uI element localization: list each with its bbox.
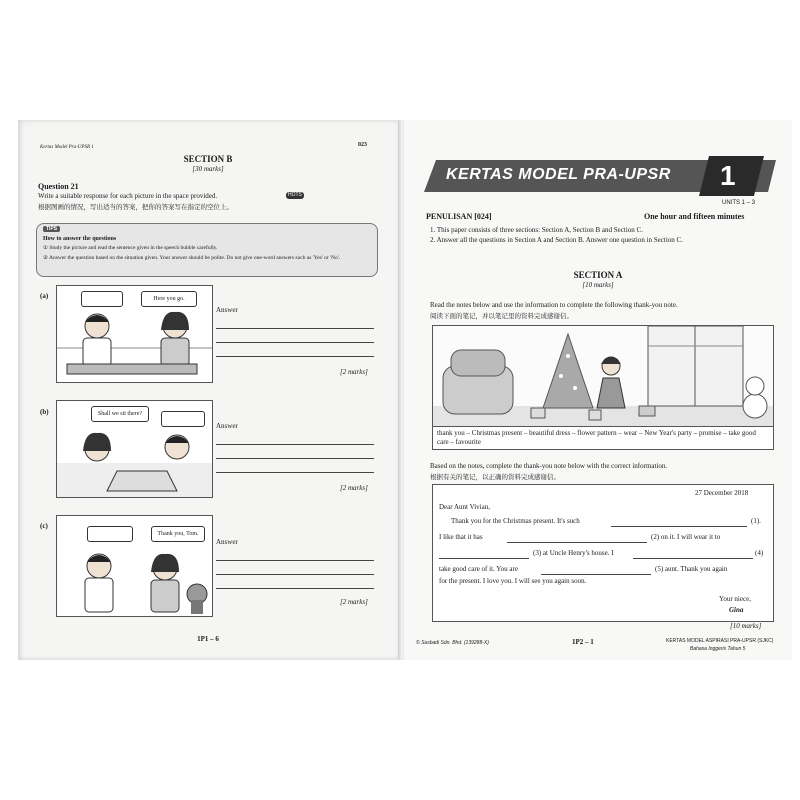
blank-5-text: (5) aunt. Thank you again (655, 565, 728, 573)
tips-label: TIPS (43, 226, 60, 232)
section-a-instruction-2: Based on the notes, complete the thank-you note below with the correct information. (430, 462, 668, 470)
right-page (404, 120, 792, 660)
item-b-speech-bubble: Shall we sit there? (91, 406, 149, 422)
left-page-code: 023 (358, 142, 367, 148)
blank-5-line[interactable] (541, 574, 651, 575)
blank-2-line[interactable] (507, 542, 647, 543)
item-c-answer-line-3[interactable] (216, 588, 374, 589)
left-page (18, 120, 398, 660)
item-c-blank-bubble (87, 526, 133, 542)
question-instruction: Write a suitable response for each picture in the space provided. (38, 192, 218, 200)
question-21-label: Question 21 (38, 182, 79, 191)
tips-step-2: ② Answer the question based on the situation given. Your answer should be polite. Do not give one-word answers such as 'Yes' or 'No'. (43, 255, 341, 261)
item-a-blank-bubble (81, 291, 123, 307)
banner-title: KERTAS MODEL PRA-UPSR (446, 166, 671, 183)
item-a-answer-line-3[interactable] (216, 356, 374, 357)
tips-heading: How to answer the questions (43, 236, 117, 242)
item-a-picture (56, 285, 213, 383)
item-a-answer-line-2[interactable] (216, 342, 374, 343)
letter-line-5: for the present. I love you. I will see you again soon. (439, 577, 587, 585)
question-instruction-cn: 根据图画的情况，写出适当的答案，把你的答案写在指定的空位上。 (38, 204, 233, 211)
notes-box: thank you – Christmas present – beautiful dress – flower pattern – wear – New Year's party – promise – take good care – favourite (432, 426, 774, 450)
item-b-answer-line-1[interactable] (216, 444, 374, 445)
christmas-scene-picture (432, 325, 774, 427)
paper-rule-2: 2. Answer all the questions in Section A and Section B. Answer one question in Section C. (430, 236, 683, 244)
item-b-answer-line-3[interactable] (216, 472, 374, 473)
item-a-label: (a) (40, 292, 49, 300)
left-footer-page: 1P1 – 6 (197, 635, 219, 643)
units-label: UNITS 1 – 3 (722, 200, 756, 206)
section-a-instruction: Read the notes below and use the information to complete the following thank-you note. (430, 301, 678, 309)
section-a-instruction-2-cn: 根据有关的笔记，以正确的资料完成感谢信。 (430, 474, 560, 481)
blank-4-number: (4) (755, 549, 764, 557)
letter-closing: Your niece, (719, 595, 751, 603)
right-footer-copyright: © Sasbadi Sdn. Bhd. (139288-X) (416, 640, 489, 646)
letter-line-2: I like that it has (439, 533, 483, 541)
item-c-answer-line-1[interactable] (216, 560, 374, 561)
paper-rule-1: 1. This paper consists of three sections: Section A, Section B and Section C. (430, 226, 643, 234)
tips-step-1: ① Study the picture and read the sentence given in the speech bubble carefully. (43, 245, 218, 251)
item-c-speech-bubble: Thank you, Tom. (151, 526, 205, 542)
letter-line-1: Thank you for the Christmas present. It's such (451, 517, 580, 525)
item-a-answer-line-1[interactable] (216, 328, 374, 329)
right-footer-subject: Bahasa Inggeris Tahun 5 (690, 646, 746, 652)
item-c-marks: [2 marks] (340, 598, 368, 606)
tips-box (36, 223, 378, 277)
banner-number: 1 (720, 160, 736, 191)
item-c-picture (56, 515, 213, 617)
section-a-total-marks: [10 marks] (730, 622, 762, 630)
item-c-label: (c) (40, 522, 48, 530)
blank-1-number: (1). (751, 517, 761, 525)
paper-duration: One hour and fifteen minutes (644, 212, 745, 221)
item-a-answer-label: Answer (216, 306, 238, 314)
paper-code: PENULISAN [024] (426, 212, 492, 221)
item-b-blank-bubble (161, 411, 205, 427)
letter-greeting: Dear Aunt Vivian, (439, 503, 490, 511)
blank-4-line[interactable] (633, 558, 753, 559)
item-c-answer-label: Answer (216, 538, 238, 546)
blank-3-text: (3) at Uncle Henry's house. I (533, 549, 614, 557)
paper-banner (424, 156, 776, 196)
section-a-marks: [10 marks] (582, 281, 614, 289)
section-b-title: SECTION B (183, 154, 233, 164)
item-b-answer-label: Answer (216, 422, 238, 430)
item-b-picture (56, 400, 213, 498)
letter-line-4: take good care of it. You are (439, 565, 518, 573)
item-b-answer-line-2[interactable] (216, 458, 374, 459)
thank-you-note-box (432, 484, 774, 622)
hots-badge: HOTS (288, 192, 302, 198)
item-c-answer-line-2[interactable] (216, 574, 374, 575)
left-header-title: Kertas Model Pra-UPSR 1 (40, 145, 94, 150)
letter-date: 27 December 2018 (695, 489, 749, 497)
right-footer-series: KERTAS MODEL ASPIRASI PRA-UPSR (SJKC) (666, 638, 774, 644)
item-a-speech-bubble: Here you go. (141, 291, 197, 307)
blank-3-line[interactable] (439, 558, 529, 559)
section-a-title: SECTION A (573, 270, 623, 280)
blank-1-line[interactable] (611, 526, 747, 527)
item-b-marks: [2 marks] (340, 484, 368, 492)
item-b-label: (b) (40, 408, 49, 416)
section-a-instruction-cn: 阅读下面的笔记，并以笔记里的资料完成感谢信。 (430, 313, 573, 320)
section-b-marks: [30 marks] (192, 165, 224, 173)
item-a-marks: [2 marks] (340, 368, 368, 376)
blank-2-text: (2) on it. I will wear it to (651, 533, 721, 541)
christmas-room-illustration (433, 326, 773, 426)
right-footer-page: 1P2 – 1 (572, 638, 594, 646)
letter-signature: Gina (729, 606, 744, 614)
